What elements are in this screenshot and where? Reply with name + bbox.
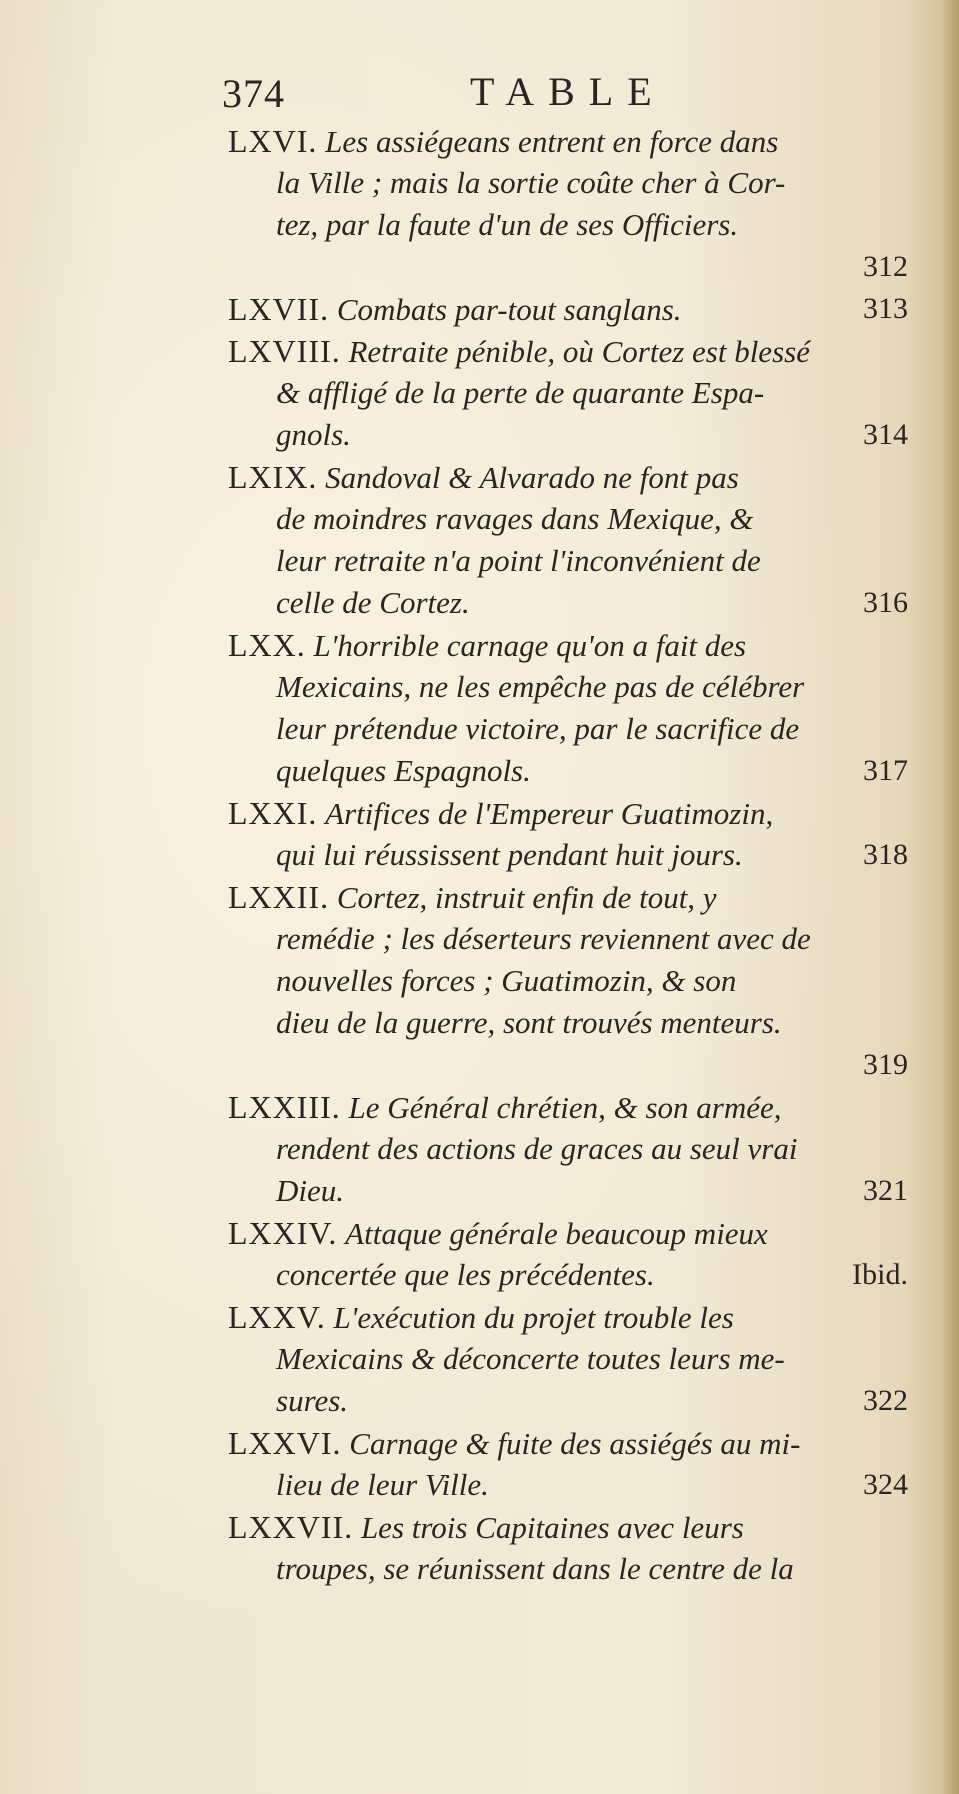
- chapter-numeral: LXX.: [228, 627, 306, 663]
- toc-entry-line: [228, 1002, 908, 1044]
- chapter-summary-text: leur retraite n'a point l'inconvénient de: [276, 543, 761, 578]
- toc-entry-line: [228, 1212, 908, 1254]
- toc-entry-line: [228, 666, 908, 708]
- toc-entry-line: [228, 498, 908, 540]
- page-header: [0, 60, 959, 120]
- toc-entry-line: [228, 918, 908, 960]
- chapter-summary-text: Artifices de l'Empereur Guatimozin,: [325, 796, 774, 831]
- toc-entry: [228, 1506, 908, 1590]
- chapter-summary-text: L'horrible carnage qu'on a fait des: [313, 628, 747, 663]
- chapter-numeral: LXVI.: [228, 123, 318, 159]
- toc-entry: [228, 1296, 908, 1422]
- chapter-numeral: LXXII.: [228, 879, 330, 915]
- toc-entry-line: [228, 1128, 908, 1170]
- toc-entry-line: [228, 1380, 908, 1422]
- chapter-summary-text: Retraite pénible, où Cortez est blessé: [348, 334, 810, 369]
- page-reference: Ibid.: [852, 1258, 908, 1291]
- toc-entry-line: [228, 1338, 908, 1380]
- toc-entry-line: [228, 414, 908, 456]
- page-gutter-shadow: [941, 0, 959, 1794]
- toc-entry: [228, 1422, 908, 1506]
- page-reference: 317: [863, 754, 908, 787]
- page-reference: 316: [863, 586, 908, 619]
- toc-entry-line: [228, 204, 908, 246]
- toc-entry-line: [228, 624, 908, 666]
- chapter-summary-text: remédie ; les déserteurs reviennent avec de: [276, 921, 811, 956]
- toc-entry: [228, 876, 908, 1086]
- page-reference: 321: [863, 1174, 908, 1207]
- toc-entry-line: [228, 834, 908, 876]
- toc-entry-line: [228, 1296, 908, 1338]
- toc-entry-line: [228, 372, 908, 414]
- page-reference: 322: [863, 1384, 908, 1417]
- chapter-summary-text: Mexicains, ne les empêche pas de célébrer: [276, 669, 805, 704]
- toc-entry-line: [228, 1422, 908, 1464]
- page-reference: 319: [863, 1048, 908, 1081]
- toc-entry: [228, 792, 908, 876]
- chapter-summary-text: leur prétendue victoire, par le sacrifice de: [276, 711, 800, 746]
- page-reference: 312: [863, 250, 908, 283]
- chapter-summary-text: Le Général chrétien, & son armée,: [348, 1090, 782, 1125]
- chapter-summary-text: nouvelles forces ; Guatimozin, & son: [276, 963, 737, 998]
- chapter-summary-text: Dieu.: [276, 1173, 345, 1208]
- chapter-numeral: LXXV.: [228, 1299, 326, 1335]
- chapter-summary-text: de moindres ravages dans Mexique, &: [276, 501, 754, 536]
- page-reference: 324: [863, 1468, 908, 1501]
- toc-entry: [228, 1086, 908, 1212]
- toc-entry-line: [228, 708, 908, 750]
- chapter-summary-text: sures.: [276, 1383, 349, 1418]
- toc-entry-line: [228, 792, 908, 834]
- chapter-summary-text: Combats par-tout sanglans.: [336, 292, 682, 327]
- toc-entry-line: [228, 1254, 908, 1296]
- toc-entry-line: [228, 330, 908, 372]
- chapter-summary-text: rendent des actions de graces au seul vrai: [276, 1131, 798, 1166]
- chapter-summary-text: dieu de la guerre, sont trouvés menteurs.: [276, 1005, 782, 1040]
- toc-entry-line: [228, 456, 908, 498]
- chapter-summary-text: Attaque générale beaucoup mieux: [345, 1216, 768, 1251]
- toc-entry-line: [228, 1086, 908, 1128]
- page-reference: 318: [863, 838, 908, 871]
- toc-entry: [228, 330, 908, 456]
- page-reference: 313: [863, 292, 908, 325]
- table-of-contents: [228, 120, 908, 1590]
- toc-entry-line: [228, 1548, 908, 1590]
- toc-entry-line: [228, 540, 908, 582]
- chapter-numeral: LXXVII.: [228, 1509, 354, 1545]
- toc-entry-line: [228, 120, 908, 162]
- chapter-summary-text: celle de Cortez.: [276, 585, 470, 620]
- chapter-numeral: LXXIV.: [228, 1215, 338, 1251]
- toc-entry-line: [228, 1506, 908, 1548]
- chapter-summary-text: Les assiégeans entrent en force dans: [325, 124, 779, 159]
- chapter-numeral: LXVII.: [228, 291, 330, 327]
- chapter-summary-text: tez, par la faute d'un de ses Officiers.: [276, 207, 739, 242]
- chapter-summary-text: concertée que les précédentes.: [276, 1257, 655, 1292]
- toc-entry: [228, 624, 908, 792]
- toc-entry-line: [228, 1170, 908, 1212]
- chapter-summary-text: gnols.: [276, 417, 351, 452]
- chapter-numeral: LXXVI.: [228, 1425, 342, 1461]
- chapter-summary-text: Mexicains & déconcerte toutes leurs me-: [276, 1341, 785, 1376]
- chapter-summary-text: lieu de leur Ville.: [276, 1467, 489, 1502]
- chapter-summary-text: qui lui réussissent pendant huit jours.: [276, 837, 743, 872]
- page-number: 374: [222, 71, 285, 116]
- chapter-summary-text: Carnage & fuite des assiégés au mi-: [349, 1426, 801, 1461]
- toc-entry-line: [228, 162, 908, 204]
- toc-entry: [228, 288, 908, 330]
- toc-entry-line: [228, 582, 908, 624]
- page-reference: 314: [863, 418, 908, 451]
- toc-entry: [228, 120, 908, 288]
- chapter-numeral: LXVIII.: [228, 333, 341, 369]
- toc-entry-line: [228, 1464, 908, 1506]
- chapter-summary-text: L'exécution du projet trouble les: [333, 1300, 734, 1335]
- toc-entry-line: [228, 750, 908, 792]
- chapter-numeral: LXXIII.: [228, 1089, 341, 1125]
- chapter-numeral: LXIX.: [228, 459, 318, 495]
- page-reference-line: [228, 1044, 908, 1086]
- page-reference-line: [228, 246, 908, 288]
- chapter-summary-text: Cortez, instruit enfin de tout, y: [336, 880, 717, 915]
- chapter-summary-text: troupes, se réunissent dans le centre de la: [276, 1551, 794, 1586]
- chapter-summary-text: Les trois Capitaines avec leurs: [360, 1510, 744, 1545]
- running-title: TABLE: [470, 69, 666, 114]
- toc-entry-line: [228, 960, 908, 1002]
- toc-entry-line: [228, 876, 908, 918]
- toc-entry: [228, 456, 908, 624]
- chapter-summary-text: quelques Espagnols.: [276, 753, 531, 788]
- chapter-summary-text: la Ville ; mais la sortie coûte cher à Cor-: [276, 165, 786, 200]
- chapter-summary-text: Sandoval & Alvarado ne font pas: [325, 460, 739, 495]
- toc-entry-line: [228, 288, 908, 330]
- chapter-numeral: LXXI.: [228, 795, 318, 831]
- toc-entry: [228, 1212, 908, 1296]
- chapter-summary-text: & affligé de la perte de quarante Espa-: [276, 375, 765, 410]
